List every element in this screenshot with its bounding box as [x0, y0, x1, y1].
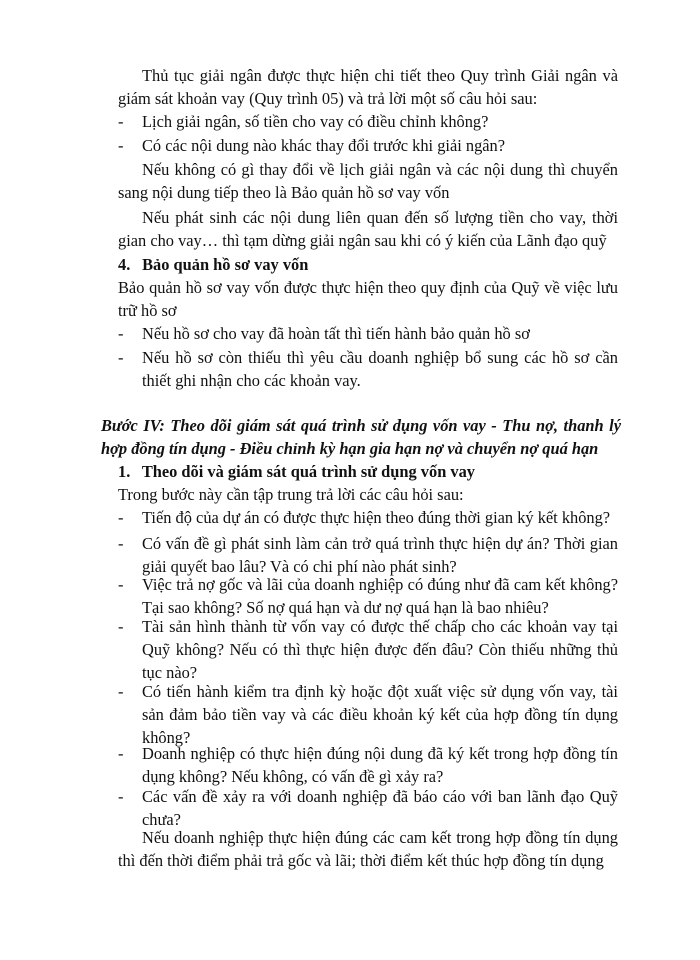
section-number: 4. — [118, 255, 131, 274]
bullet-dash: - — [118, 682, 124, 701]
paragraph-disbursement-procedure: Thủ tục giải ngân được thực hiện chi tiết theo Quy trình Giải ngân và giám sát khoản vay (Quy trình 05) và trả lời một số câu hỏi sau: — [118, 66, 618, 108]
section-number: 1. — [118, 462, 131, 481]
list-item — [118, 615, 618, 684]
list-item — [118, 322, 618, 345]
bullet-dash: - — [118, 575, 124, 594]
paragraph-storage: Bảo quản hồ sơ vay vốn được thực hiện theo quy định của Quỹ về việc lưu trữ hồ sơ — [118, 278, 618, 320]
bullet-dash: - — [118, 534, 124, 553]
bullet-dash: - — [118, 744, 124, 763]
bullet-dash: - — [118, 787, 124, 806]
bullet-dash: - — [118, 112, 124, 131]
section-title: Bảo quản hồ sơ vay vốn — [142, 255, 309, 274]
list-item-text: Lịch giải ngân, số tiền cho vay có điều chỉnh không? — [142, 112, 489, 131]
list-item — [118, 134, 618, 157]
list-item — [118, 506, 618, 529]
list-item-text: Tài sản hình thành từ vốn vay có được thế chấp cho các khoản vay tại Quỹ không? Nếu có thì thực hiện được đến đâu? Còn thiếu những thủ tục nào? — [142, 617, 618, 682]
list-item-text: Các vấn đề xảy ra với doanh nghiệp đã báo cáo với ban lãnh đạo Quỹ chưa? — [142, 787, 618, 829]
bullet-dash: - — [118, 324, 124, 343]
bullet-dash: - — [118, 348, 124, 367]
paragraph-commitments: Nếu doanh nghiệp thực hiện đúng các cam kết trong hợp đồng tín dụng thì đến thời điểm phải trả gốc và lãi; thời điểm kết thúc hợp đồng tín dụng — [118, 828, 618, 870]
section-heading-1 — [118, 460, 618, 483]
bullet-dash: - — [118, 136, 124, 155]
section-heading-4 — [118, 253, 618, 276]
list-item — [118, 346, 618, 392]
list-item-text: Việc trả nợ gốc và lãi của doanh nghiệp có đúng như đã cam kết không? Tại sao không? Số nợ quá hạn và dư nợ quá hạn là bao nhiêu? — [142, 575, 618, 617]
paragraph-no-changes: Nếu không có gì thay đổi về lịch giải ngân và các nội dung thì chuyển sang nội dung tiếp theo là Bảo quản hồ sơ vay vốn — [118, 160, 618, 202]
list-item-text: Nếu hồ sơ cho vay đã hoàn tất thì tiến hành bảo quản hồ sơ — [142, 324, 530, 343]
list-item-text: Doanh nghiệp có thực hiện đúng nội dung đã ký kết trong hợp đồng tín dụng không? Nếu không, có vấn đề gì xảy ra? — [142, 744, 618, 786]
bullet-dash: - — [118, 508, 124, 527]
list-item-text: Nếu hồ sơ còn thiếu thì yêu cầu doanh nghiệp bổ sung các hồ sơ cần thiết ghi nhận cho các khoản vay. — [142, 348, 618, 390]
list-item — [118, 110, 618, 133]
list-item — [118, 785, 618, 831]
bullet-dash: - — [118, 617, 124, 636]
list-item — [118, 573, 618, 619]
list-item-text: Có các nội dung nào khác thay đổi trước khi giải ngân? — [142, 136, 506, 155]
list-item-text: Có vấn đề gì phát sinh làm cản trở quá trình thực hiện dự án? Thời gian giải quyết bao lâu? Và có chi phí nào phát sinh? — [142, 534, 618, 576]
paragraph-suspend-disbursement: Nếu phát sinh các nội dung liên quan đến số lượng tiền cho vay, thời gian cho vay… thì tạm dừng giải ngân sau khi có ý kiến của Lãnh đạo quỹ — [118, 208, 618, 250]
list-item — [118, 680, 618, 749]
list-item — [118, 532, 618, 578]
list-item — [118, 742, 618, 788]
paragraph-questions-intro: Trong bước này cần tập trung trả lời các câu hỏi sau: — [118, 485, 464, 504]
section-title: Theo dõi và giám sát quá trình sử dụng vốn vay — [141, 462, 475, 481]
list-item-text: Tiến độ của dự án có được thực hiện theo đúng thời gian ký kết không? — [142, 508, 611, 527]
step-iv-heading: Bước IV: Theo dõi giám sát quá trình sử dụng vốn vay - Thu nợ, thanh lý hợp đồng tín dụng - Điều chỉnh kỳ hạn gia hạn nợ và chuyển nợ quá hạn — [101, 416, 621, 458]
list-item-text: Có tiến hành kiểm tra định kỳ hoặc đột xuất việc sử dụng vốn vay, tài sản đảm bảo tiền vay và các điều khoản ký kết của hợp đồng tín dụng không? — [142, 682, 618, 747]
